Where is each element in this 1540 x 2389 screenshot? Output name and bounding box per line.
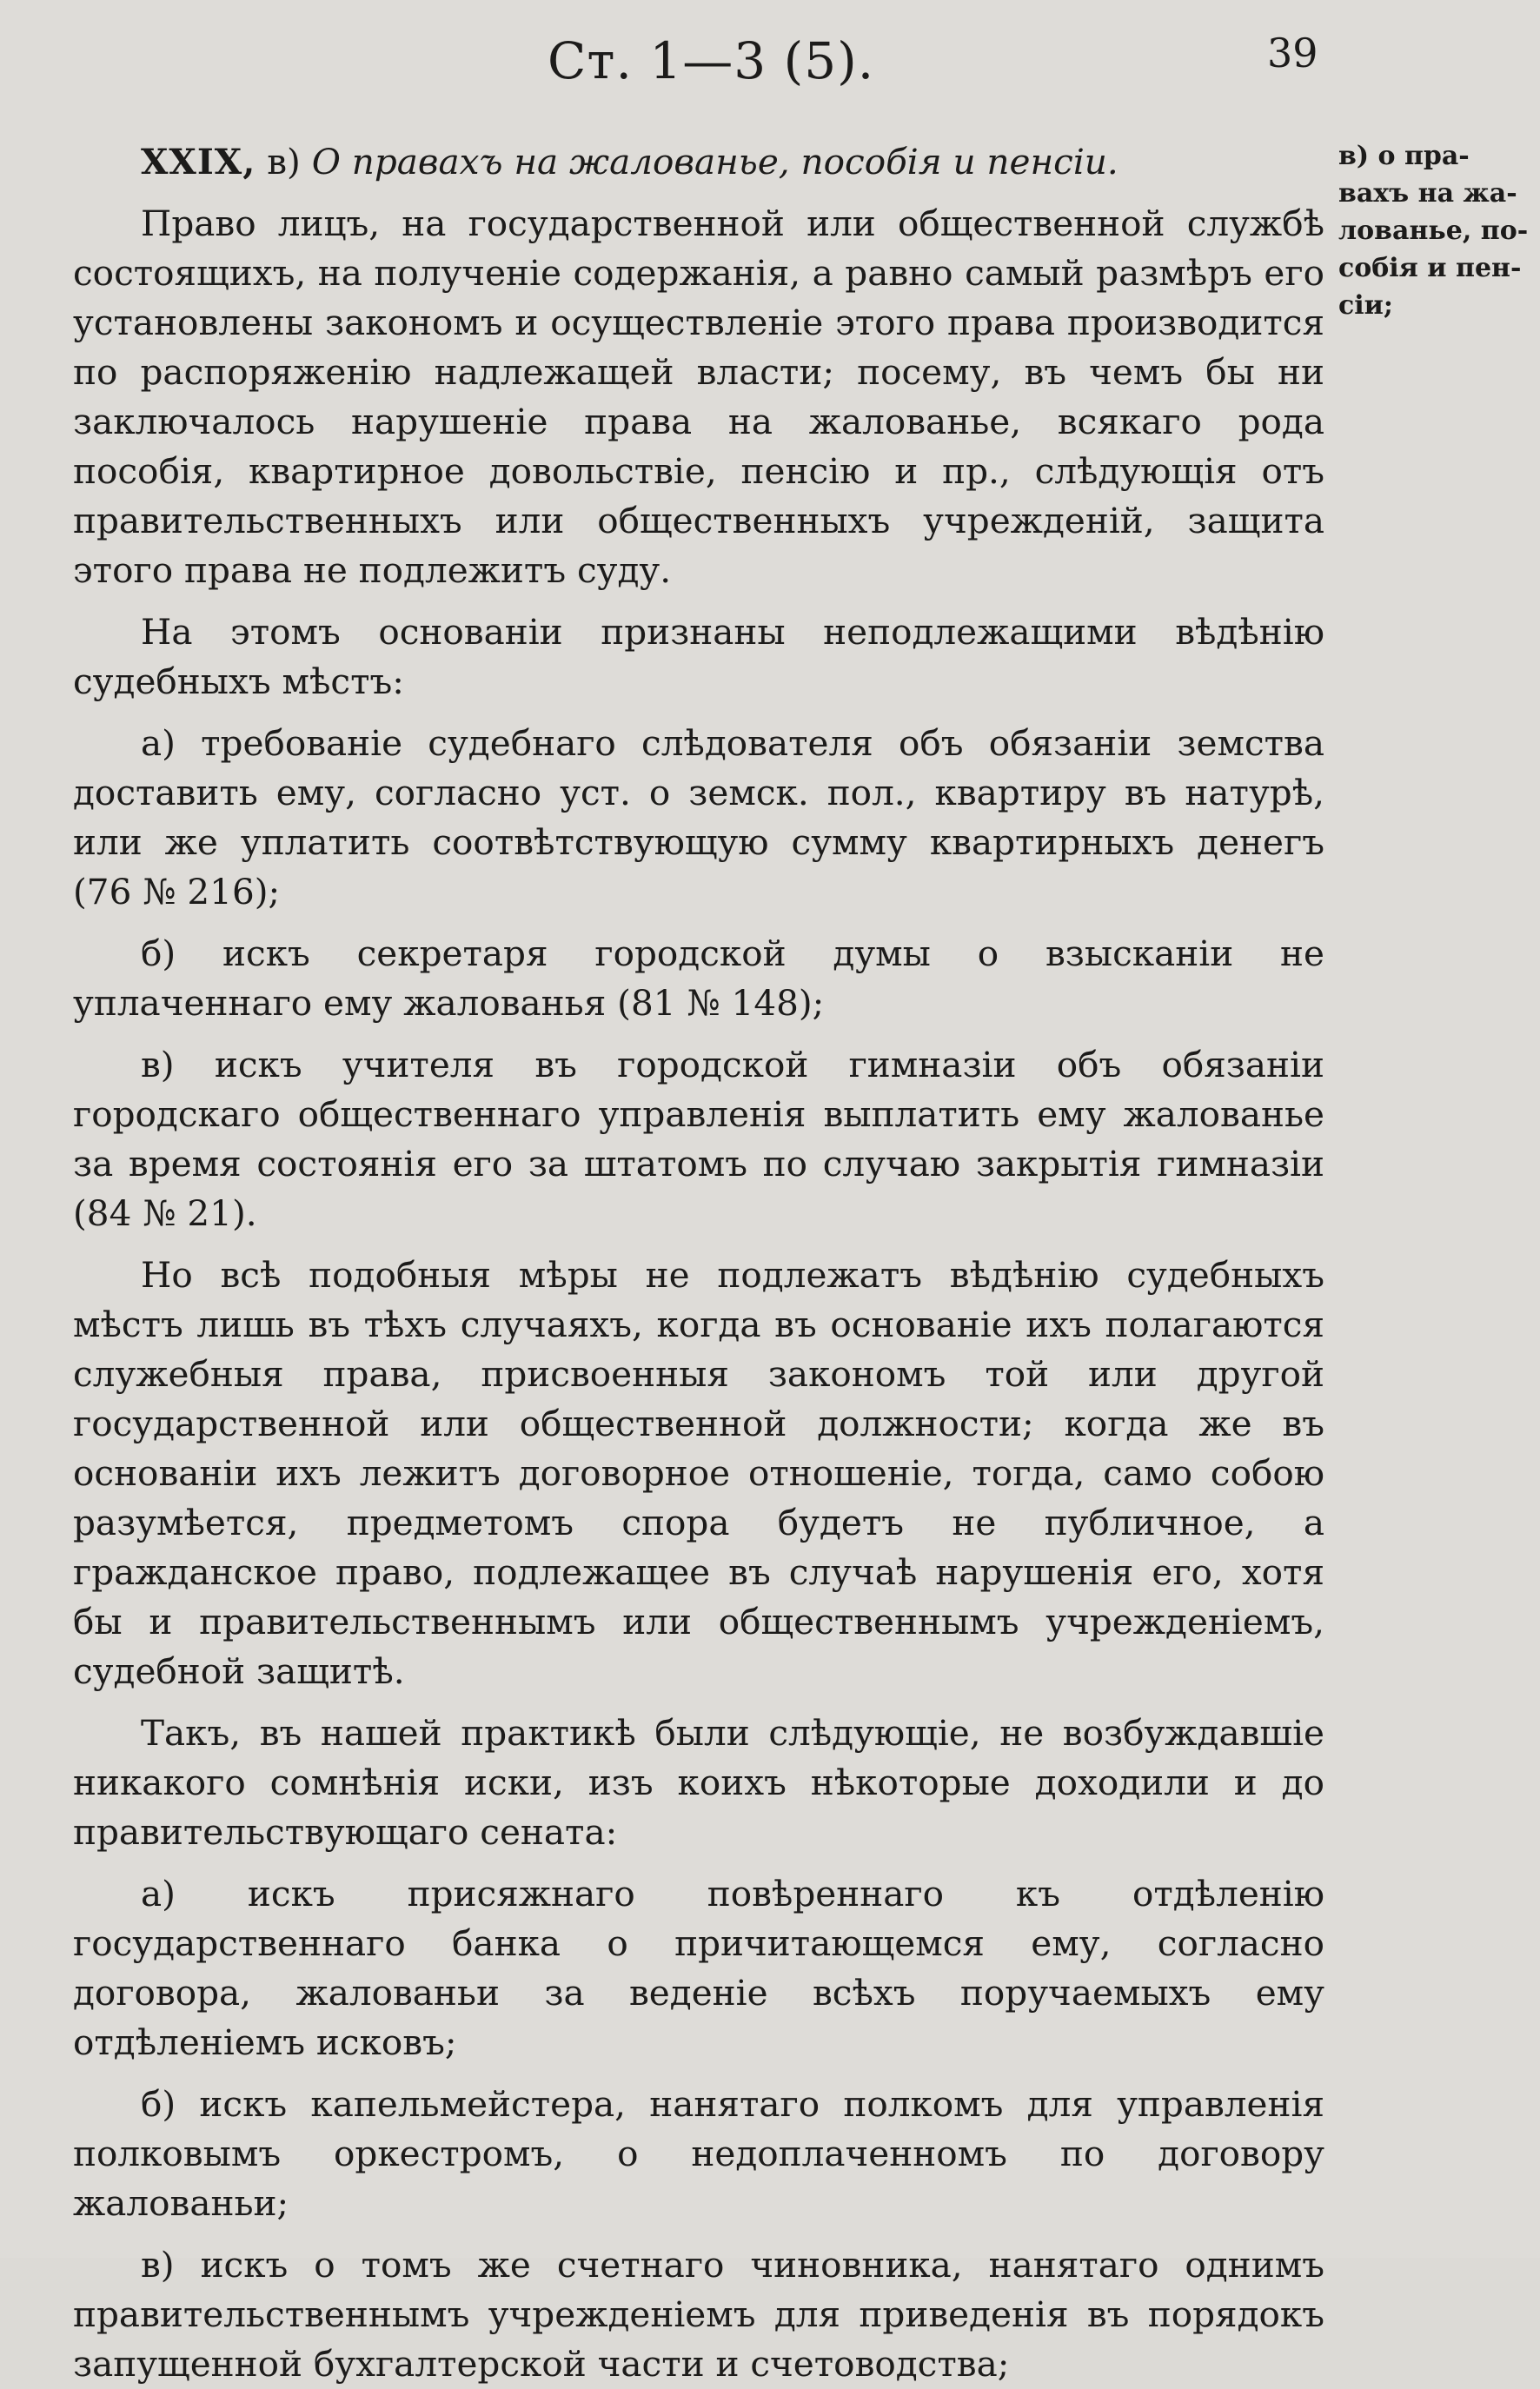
margin-note-line: собія и пен- (1338, 253, 1522, 283)
paragraph: в) искъ о томъ же счетнаго чиновника, нанятаго однимъ правительственнымъ учрежденіемъ для приведенія въ порядокъ запущенной бухгалтерской части и счетоводства; (73, 2244, 1324, 2385)
page-number: 39 (1267, 30, 1318, 76)
paragraph: б) искъ секретаря городской думы о взысканіи не уплаченнаго ему жалованья (81 № 148); (73, 932, 1324, 1024)
paragraph: а) искъ присяжнаго повѣреннаго къ отдѣленію государственнаго банка о причитающемся ему, согласно договора, жалованьи за веденіе всѣхъ поручаемыхъ ему отдѣленіемъ исковъ; (73, 1873, 1324, 2063)
section-letter: в) (267, 141, 301, 182)
margin-note-line: сіи; (1338, 290, 1393, 321)
body-text (73, 137, 1324, 2389)
margin-note (1338, 137, 1531, 324)
paragraph: На этомъ основаніи признаны неподлежащими вѣдѣнію судебныхъ мѣстъ: (73, 611, 1324, 702)
paragraph: в) искъ учителя въ городской гимназіи объ обязаніи городскаго общественнаго управленія выплатить ему жалованье за время состоянія его за штатомъ по случаю закрытія гимназіи (84 № 21). (73, 1044, 1324, 1234)
paragraph: а) требованіе судебнаго слѣдователя объ обязаніи земства доставить ему, согласно уст. о земск. пол., квартиру въ натурѣ, или же уплатить соотвѣтствующую сумму квартирныхъ денегъ (76 № 216); (73, 722, 1324, 912)
paragraph: Но всѣ подобныя мѣры не подлежатъ вѣдѣнію судебныхъ мѣстъ лишь въ тѣхъ случаяхъ, когда въ основаніе ихъ полагаются служебныя права, присвоенныя закономъ той или другой государственной или общественной должности; когда же въ основаніи ихъ лежитъ договорное отношеніе, тогда, само собою разумѣется, предметомъ спора будетъ не публичное, а гражданское право, подлежащее въ случаѣ нарушенія его, хотя бы и правительственнымъ или общественнымъ учрежденіемъ, судебной защитѣ. (73, 1254, 1324, 1692)
margin-note-line: в) о пра- (1338, 141, 1470, 171)
section-heading (73, 137, 1324, 187)
section-number: XXIX, (141, 141, 256, 182)
margin-note-line: вахъ на жа- (1338, 178, 1517, 209)
section-title: О правахъ на жалованье, пособія и пенсіи. (311, 141, 1118, 182)
paragraph: Такъ, въ нашей практикѣ были слѣдующіе, не возбуждавшіе никакого сомнѣнія иски, изъ коихъ нѣкоторые доходили и до правительствующаго сената: (73, 1712, 1324, 1853)
paragraph: б) искъ капельмейстера, нанятаго полкомъ для управленія полковымъ оркестромъ, о недоплаченномъ по договору жалованьи; (73, 2083, 1324, 2224)
paragraph: Право лицъ, на государственной или общественной службѣ состоящихъ, на полученіе содержанія, а равно самый размѣръ его установлены закономъ и осуществленіе этого права производится по распоряженію надлежащей власти; посему, въ чемъ бы ни заключалось нарушеніе права на жалованье, всякаго рода пособія, квартирное довольствіе, пенсію и пр., слѣдующія отъ правительственныхъ или общественныхъ учрежденій, защита этого права не подлежитъ суду. (73, 202, 1324, 591)
page-header-title: Ст. 1—3 (5). (548, 31, 875, 90)
margin-note-line: лованье, по- (1338, 216, 1529, 246)
